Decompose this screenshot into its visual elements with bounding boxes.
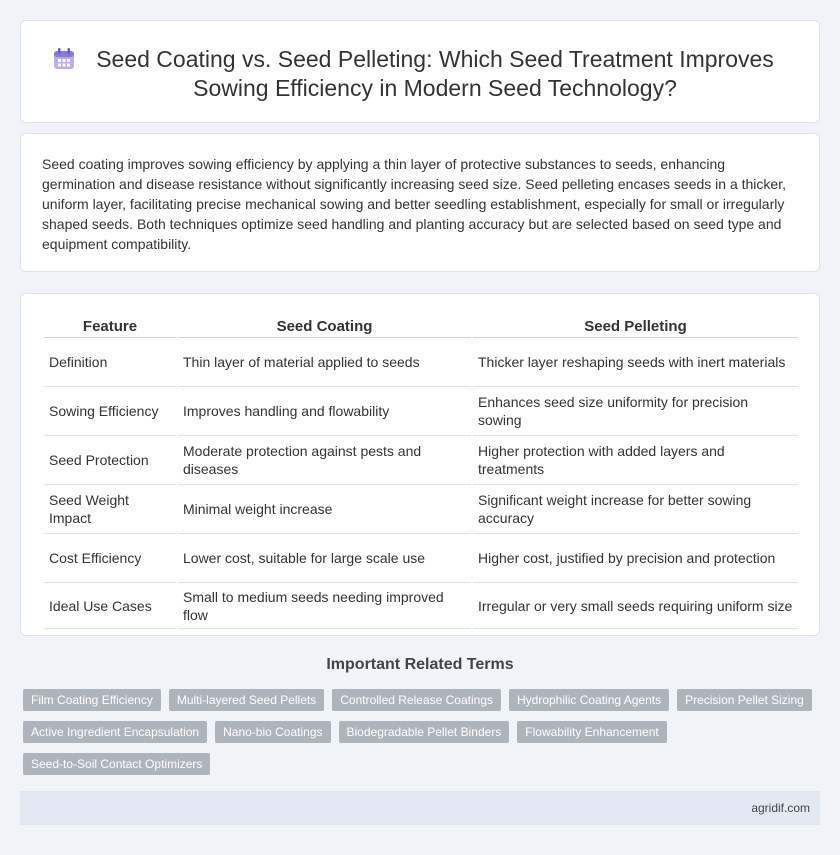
table-cell: Ideal Use Cases	[44, 583, 176, 629]
page-title: Seed Coating vs. Seed Pelleting: Which Seed Treatment Improves Sowing Efficiency in Modern Seed Technology?	[96, 46, 774, 101]
comparison-card	[20, 293, 820, 636]
table-cell: Lower cost, suitable for large scale use	[178, 534, 471, 583]
table-cell: Irregular or very small seeds requiring uniform size	[473, 583, 798, 629]
table-row	[44, 534, 798, 583]
table-cell: Thin layer of material applied to seeds	[178, 338, 471, 387]
footer-site-link[interactable]: agridif.com	[751, 801, 810, 815]
related-term-tag[interactable]: Precision Pellet Sizing	[677, 689, 812, 711]
table-cell: Higher cost, justified by precision and protection	[473, 534, 798, 583]
table-cell: Thicker layer reshaping seeds with inert materials	[473, 338, 798, 387]
table-cell: Cost Efficiency	[44, 534, 176, 583]
related-term-tag[interactable]: Multi-layered Seed Pellets	[169, 689, 324, 711]
table-cell: Enhances seed size uniformity for precision sowing	[473, 387, 798, 436]
table-cell: Small to medium seeds needing improved flow	[178, 583, 471, 629]
intro-paragraph: Seed coating improves sowing efficiency by applying a thin layer of protective substances to seeds, enhancing germination and disease resistance without significantly increasing seed size. Seed pelleting encases seeds in a thicker, uniform layer, facilitating precise mechanical sowing and better seedling establishment, especially for small or irregularly shaped seeds. Both techniques optimize seed handling and planting accuracy but are selected based on seed type and equipment compatibility.	[42, 156, 786, 252]
table-cell: Significant weight increase for better sowing accuracy	[473, 485, 798, 534]
table-row	[44, 387, 798, 436]
table-cell: Higher protection with added layers and treatments	[473, 436, 798, 485]
table-cell: Moderate protection against pests and diseases	[178, 436, 471, 485]
related-term-tag[interactable]: Flowability Enhancement	[517, 721, 666, 743]
footer	[20, 791, 820, 825]
related-term-tag[interactable]: Hydrophilic Coating Agents	[509, 689, 669, 711]
comparison-table	[42, 316, 800, 629]
table-cell: Seed Protection	[44, 436, 176, 485]
table-cell: Seed Weight Impact	[44, 485, 176, 534]
table-cell: Sowing Efficiency	[44, 387, 176, 436]
table-row	[44, 338, 798, 387]
related-term-tag[interactable]: Seed-to-Soil Contact Optimizers	[23, 753, 210, 775]
table-row	[44, 583, 798, 629]
table-cell: Minimal weight increase	[178, 485, 471, 534]
related-terms-list	[23, 689, 813, 775]
table-cell: Definition	[44, 338, 176, 387]
related-term-tag[interactable]: Nano-bio Coatings	[215, 721, 330, 743]
header-seed-pelleting: Seed Pelleting	[473, 316, 798, 338]
intro-card	[20, 133, 820, 272]
table-header-row	[44, 316, 798, 338]
header-feature: Feature	[44, 316, 176, 338]
title-card	[20, 20, 820, 123]
related-term-tag[interactable]: Biodegradable Pellet Binders	[339, 721, 510, 743]
related-term-tag[interactable]: Controlled Release Coatings	[332, 689, 501, 711]
table-cell: Improves handling and flowability	[178, 387, 471, 436]
related-term-tag[interactable]: Active Ingredient Encapsulation	[23, 721, 207, 743]
header-seed-coating: Seed Coating	[178, 316, 471, 338]
related-term-tag[interactable]: Film Coating Efficiency	[23, 689, 161, 711]
table-row	[44, 485, 798, 534]
table-row	[44, 436, 798, 485]
related-terms-title: Important Related Terms	[326, 656, 514, 673]
